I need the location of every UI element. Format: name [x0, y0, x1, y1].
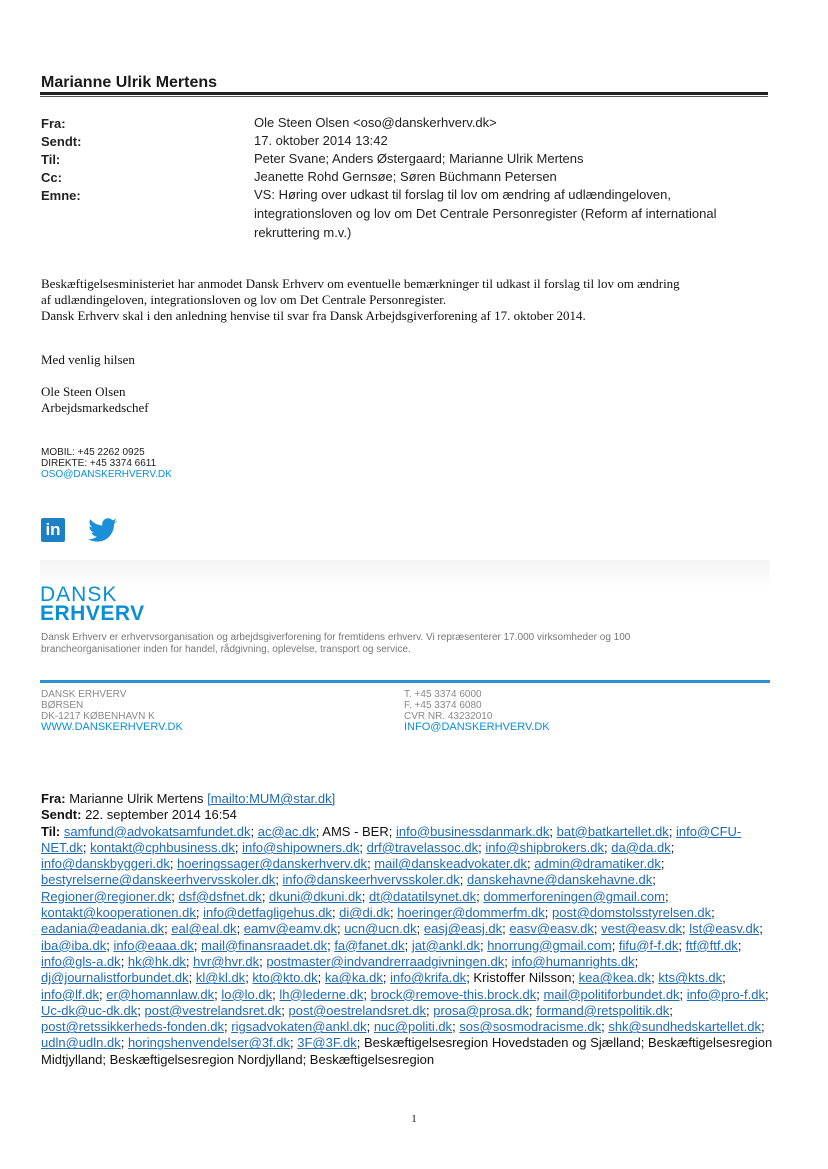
- recipient-email-link[interactable]: info@humanrights.dk: [511, 953, 635, 969]
- recipient-tail: Beskæftigelsesregion: [363, 1035, 489, 1051]
- recipient-email-link[interactable]: info@krifa.dk: [390, 970, 467, 986]
- recipient-email-link[interactable]: kto@kto.dk: [252, 970, 318, 986]
- recipient-email-link[interactable]: info@shipowners.dk: [242, 839, 360, 855]
- recipient-email-link[interactable]: fa@fanet.dk: [334, 937, 405, 953]
- recipient-email-link[interactable]: danskehavne@danskehavne.dk: [467, 872, 653, 888]
- recipient-email-link[interactable]: info@pro-f.dk: [686, 986, 766, 1002]
- signature-mobile: MOBIL: +45 2262 0925: [41, 447, 145, 458]
- recipient-email-link[interactable]: admin@dramatiker.dk: [534, 856, 661, 872]
- recipient-email-link[interactable]: eamv@eamv.dk: [243, 921, 337, 937]
- forwarded-message-header: [41, 791, 786, 1068]
- recipient-email-link[interactable]: post@domstolsstyrelsen.dk: [552, 905, 712, 921]
- recipient-email-link[interactable]: shk@sundhedskartellet.dk: [608, 1019, 761, 1035]
- header-rule-thick: [40, 92, 768, 95]
- recipient-email-link[interactable]: hoeringssager@danskerhverv.dk: [177, 856, 368, 872]
- subject-line: VS: Høring over udkast til forslag til lov om ændring af udlændingeloven,: [254, 187, 671, 202]
- recipient-email-link[interactable]: samfund@advokatsamfundet.dk: [63, 823, 251, 839]
- recipient-email-link[interactable]: easv@easv.dk: [509, 921, 594, 937]
- signature-contact: [41, 447, 172, 480]
- recipient-email-link[interactable]: hvr@hvr.dk: [193, 953, 260, 969]
- forward-to-label: Til:: [41, 823, 61, 839]
- address-right: [404, 689, 550, 733]
- recipient-email-link[interactable]: info@lf.dk: [41, 986, 99, 1002]
- forward-to-row: [41, 824, 786, 1068]
- logo-line: DANSK: [40, 583, 118, 606]
- recipient-email-link[interactable]: er@homannlaw.dk: [106, 986, 215, 1002]
- recipient-email-link[interactable]: formand@retspolitik.dk: [536, 1002, 670, 1018]
- cvr-number: CVR NR. 43232010: [404, 711, 493, 722]
- forward-sent-value: 22. september 2014 16:54: [85, 807, 237, 823]
- recipient-email-link[interactable]: bestyrelserne@danskeerhvervsskoler.dk: [41, 872, 276, 888]
- recipient-email-link[interactable]: kea@kea.dk: [578, 970, 652, 986]
- recipient-email-link[interactable]: kl@kl.dk: [195, 970, 246, 986]
- recipient-email-link[interactable]: rigsadvokaten@ankl.dk: [231, 1019, 367, 1035]
- website-link[interactable]: WWW.DANSKERHVERV.DK: [41, 721, 183, 733]
- signature-title: Arbejdsmarkedschef: [41, 400, 149, 415]
- recipient-email-link[interactable]: info@businessdanmark.dk: [395, 823, 550, 839]
- to-value: Peter Svane; Anders Østergaard; Marianne Ulrik Mertens: [254, 151, 584, 166]
- twitter-icon[interactable]: [88, 518, 118, 542]
- sent-label: Sendt:: [41, 134, 82, 149]
- recipient-email-link[interactable]: post@retssikkerheds-fonden.dk: [41, 1019, 225, 1035]
- forward-from-label: Fra:: [41, 791, 66, 806]
- cc-value: Jeanette Rohd Gernsøe; Søren Büchmann Petersen: [254, 169, 557, 184]
- fax-number: F. +45 3374 6080: [404, 700, 482, 711]
- header-rule-thin: [40, 96, 768, 97]
- recipient-email-link[interactable]: jat@ankl.dk: [411, 937, 480, 953]
- recipient-email-link[interactable]: mail@danskeadvokater.dk: [374, 856, 527, 872]
- linkedin-icon[interactable]: in: [41, 518, 65, 542]
- twitter-bird-icon: [88, 518, 118, 542]
- recipient-name: Kristoffer Nilsson: [473, 970, 572, 986]
- recipient-email-link[interactable]: dkuni@dkuni.dk: [269, 888, 362, 904]
- address-line: DK-1217 KØBENHAVN K: [41, 711, 155, 722]
- address-left: [41, 689, 183, 733]
- recipient-email-link[interactable]: ucn@ucn.dk: [344, 921, 417, 937]
- recipient-email-link[interactable]: nuc@politi.dk: [373, 1019, 453, 1035]
- page-number: 1: [411, 1113, 417, 1125]
- recipient-email-link[interactable]: di@di.dk: [339, 905, 390, 921]
- signature-name: Ole Steen Olsen: [41, 384, 126, 399]
- recipient-email-link[interactable]: Regioner@regioner.dk: [41, 888, 172, 904]
- recipient-email-link[interactable]: mail@politiforbundet.dk: [543, 986, 680, 1002]
- recipient-email-link[interactable]: post@oestrelandsret.dk: [288, 1002, 427, 1018]
- recipient-email-link[interactable]: mail@finansraadet.dk: [201, 937, 328, 953]
- forward-from-row: [41, 791, 786, 807]
- address-line: DANSK ERHVERV: [41, 689, 127, 700]
- subject-label: Emne:: [41, 188, 81, 203]
- recipient-email-link[interactable]: da@da.dk: [611, 839, 671, 855]
- recipient-email-link[interactable]: info@shipbrokers.dk: [485, 839, 605, 855]
- recipient-email-link[interactable]: hnorrung@gmail.com: [487, 937, 612, 953]
- recipient-email-link[interactable]: dsf@dsfnet.dk: [178, 888, 262, 904]
- recipient-email-link[interactable]: dj@journalistforbundet.dk: [41, 970, 189, 986]
- recipient-email-link[interactable]: dt@datatilsynet.dk: [368, 888, 477, 904]
- info-email-link[interactable]: INFO@DANSKERHVERV.DK: [404, 721, 550, 733]
- recipient-email-link[interactable]: info@CFU-NET.dk: [41, 823, 742, 855]
- recipient-email-link[interactable]: dommerforeningen@gmail.com: [483, 888, 665, 904]
- recipient-email-link[interactable]: info@danskbyggeri.dk: [41, 856, 170, 872]
- recipient-email-link[interactable]: fifu@f-f.dk: [618, 937, 679, 953]
- recipient-email-link[interactable]: brock@remove-this.brock.dk: [370, 986, 537, 1002]
- body-line: af udlændingeloven, integrationsloven og lov om Det Centrale Personregister.: [41, 292, 447, 307]
- message-body: [41, 276, 776, 324]
- recipient-email-link[interactable]: lh@lederne.dk: [279, 986, 364, 1002]
- to-label: Til:: [41, 152, 61, 167]
- recipient-email-link[interactable]: info@detfagligehus.dk: [203, 905, 332, 921]
- body-line: Beskæftigelsesministeriet har anmodet Dansk Erhverv om eventuelle bemærkninger til udkast il forslag til lov om ændring: [41, 276, 680, 291]
- recipient-email-link[interactable]: prosa@prosa.dk: [433, 1002, 529, 1018]
- recipient-email-link[interactable]: kts@kts.dk: [658, 970, 723, 986]
- sent-value: 17. oktober 2014 13:42: [254, 133, 388, 148]
- subject-line: rekruttering m.v.): [254, 225, 352, 240]
- recipient-email-link[interactable]: hoeringer@dommerfm.dk: [397, 905, 545, 921]
- recipient-email-link[interactable]: Uc-dk@uc-dk.dk: [41, 1002, 138, 1018]
- address-divider: [40, 680, 770, 683]
- document-sender-name: Marianne Ulrik Mertens: [41, 74, 218, 91]
- cc-label: Cc:: [41, 170, 62, 185]
- signature-direct: DIREKTE: +45 3374 6611: [41, 458, 157, 469]
- signature-divider: [40, 560, 770, 588]
- recipient-email-link[interactable]: kontakt@cphbusiness.dk: [90, 839, 235, 855]
- recipient-tail: Hovedstaden og Sjælland; Beskæftigelsesregion Midtjylland; Beskæftigelsesregion Nordjylland; Beskæftigelsesregion: [41, 1035, 773, 1067]
- recipient-email-link[interactable]: postmaster@indvandrerraadgivningen.dk: [266, 953, 505, 969]
- forward-from-name: Marianne Ulrik Mertens: [69, 791, 204, 806]
- recipient-email-link[interactable]: info@eaaa.dk: [113, 937, 194, 953]
- dansk-erhverv-logo: [40, 585, 145, 623]
- recipient-email-link[interactable]: post@vestrelandsret.dk: [144, 1002, 282, 1018]
- recipient-email-link[interactable]: iba@iba.dk: [41, 937, 107, 953]
- signature-greeting: Med venlig hilsen: [41, 352, 135, 367]
- recipient-email-link[interactable]: udln@udln.dk: [41, 1035, 121, 1051]
- signature-email-link[interactable]: OSO@DANSKERHVERV.DK: [41, 469, 172, 480]
- forward-sent-row: [41, 807, 786, 823]
- recipient-email-link[interactable]: vest@easv.dk: [601, 921, 682, 937]
- recipient-email-link[interactable]: kontakt@kooperationen.dk: [41, 905, 196, 921]
- recipient-email-link[interactable]: ac@ac.dk: [257, 823, 316, 839]
- recipient-email-link[interactable]: hk@hk.dk: [127, 953, 186, 969]
- tagline-line: Dansk Erhverv er erhvervsorganisation og arbejdsgiverforening for fremtidens erhverv. Vi repræsenterer 17.000 virksomheder og 100: [41, 632, 631, 643]
- from-value: Ole Steen Olsen <oso@danskerhverv.dk>: [254, 115, 497, 130]
- recipient-email-link[interactable]: bat@batkartellet.dk: [556, 823, 669, 839]
- recipient-email-link[interactable]: ka@ka.dk: [324, 970, 383, 986]
- organisation-tagline: [41, 632, 781, 656]
- subject-value: [254, 185, 774, 242]
- recipient-email-link[interactable]: eal@eal.dk: [171, 921, 237, 937]
- recipient-email-link[interactable]: lst@easv.dk: [689, 921, 760, 937]
- recipient-email-link[interactable]: sos@sosmodracisme.dk: [459, 1019, 602, 1035]
- forward-mailto-link[interactable]: [mailto:MUM@star.dk]: [207, 791, 336, 806]
- recipient-email-link[interactable]: drf@travelassoc.dk: [366, 839, 479, 855]
- logo-line: ERHVERV: [40, 602, 145, 625]
- forward-sent-label: Sendt:: [41, 807, 82, 823]
- body-line: Dansk Erhverv skal i den anledning henvise til svar fra Dansk Arbejdsgiverforening af 17. oktober 2014.: [41, 308, 586, 323]
- recipient-email-link[interactable]: easj@easj.dk: [423, 921, 503, 937]
- address-line: BØRSEN: [41, 700, 84, 711]
- recipient-email-link[interactable]: info@danskeerhvervsskoler.dk: [282, 872, 460, 888]
- subject-line: integrationsloven og lov om Det Centrale Personregister (Reform af international: [254, 206, 717, 221]
- recipient-list: samfund@advokatsamfundet.dk; ac@ac.dk; AMS - BER; info@businessdanmark.dk; bat@batkartellet.dk; info@CFU-NET.dk; kontakt@cphbusiness.dk; info@shipowners.dk; drf@travelassoc.dk; info@shipbrokers.dk; da@da.dk; info@danskbyggeri.dk; hoeringssager@danskerhverv.dk; mail@danskeadvokater.dk; admin@dramatiker.dk; bestyrelserne@danskeerhvervsskoler.dk; info@danskeerhvervsskoler.dk; danskehavne@danskehavne.dk; Regioner@regioner.dk; dsf@dsfnet.dk; dkuni@dkuni.dk; dt@datatilsynet.dk; dommerforeningen@gmail.com; kontakt@kooperationen.dk; info@detfagligehus.dk; di@di.dk; hoeringer@dommerfm.dk; post@domstolsstyrelsen.dk; eadania@eadania.dk; eal@eal.dk; eamv@eamv.dk; ucn@ucn.dk; easj@easj.dk; easv@easv.dk; vest@easv.dk; lst@easv.dk; iba@iba.dk; info@eaaa.dk; mail@finansraadet.dk; fa@fanet.dk; jat@ankl.dk; hnorrung@gmail.com; fifu@f-f.dk; ftf@ftf.dk; info@gls-a.dk; hk@hk.dk; hvr@hvr.dk; postmaster@indvandrerraadgivningen.dk; info@humanrights.dk; dj@journalistforbundet.dk; kl@kl.dk; kto@kto.dk; ka@ka.dk; info@krifa.dk; Kristoffer Nilsson; kea@kea.dk; kts@kts.dk; info@lf.dk; er@homannlaw.dk; lo@lo.dk; lh@lederne.dk; brock@remove-this.brock.dk; mail@politiforbundet.dk; info@pro-f.dk; Uc-dk@uc-dk.dk; post@vestrelandsret.dk; post@oestrelandsret.dk; prosa@prosa.dk; formand@retspolitik.dk; post@retssikkerheds-fonden.dk; rigsadvokaten@ankl.dk; nuc@politi.dk; sos@sosmodracisme.dk; shk@sundhedskartellet.dk; udln@udln.dk; horingshenvendelser@3f.dk; 3F@3F.dk;: [41, 823, 769, 1051]
- recipient-email-link[interactable]: info@gls-a.dk: [41, 953, 121, 969]
- recipient-name: AMS - BER: [322, 823, 389, 839]
- phone-number: T. +45 3374 6000: [404, 689, 482, 700]
- recipient-email-link[interactable]: ftf@ftf.dk: [685, 937, 738, 953]
- recipient-email-link[interactable]: eadania@eadania.dk: [41, 921, 165, 937]
- recipient-email-link[interactable]: 3F@3F.dk: [297, 1035, 357, 1051]
- from-label: Fra:: [41, 116, 66, 131]
- tagline-line: brancheorganisationer inden for handel, rådgivning, oplevelse, transport og service.: [41, 644, 411, 655]
- recipient-email-link[interactable]: horingshenvendelser@3f.dk: [127, 1035, 291, 1051]
- recipient-email-link[interactable]: lo@lo.dk: [221, 986, 273, 1002]
